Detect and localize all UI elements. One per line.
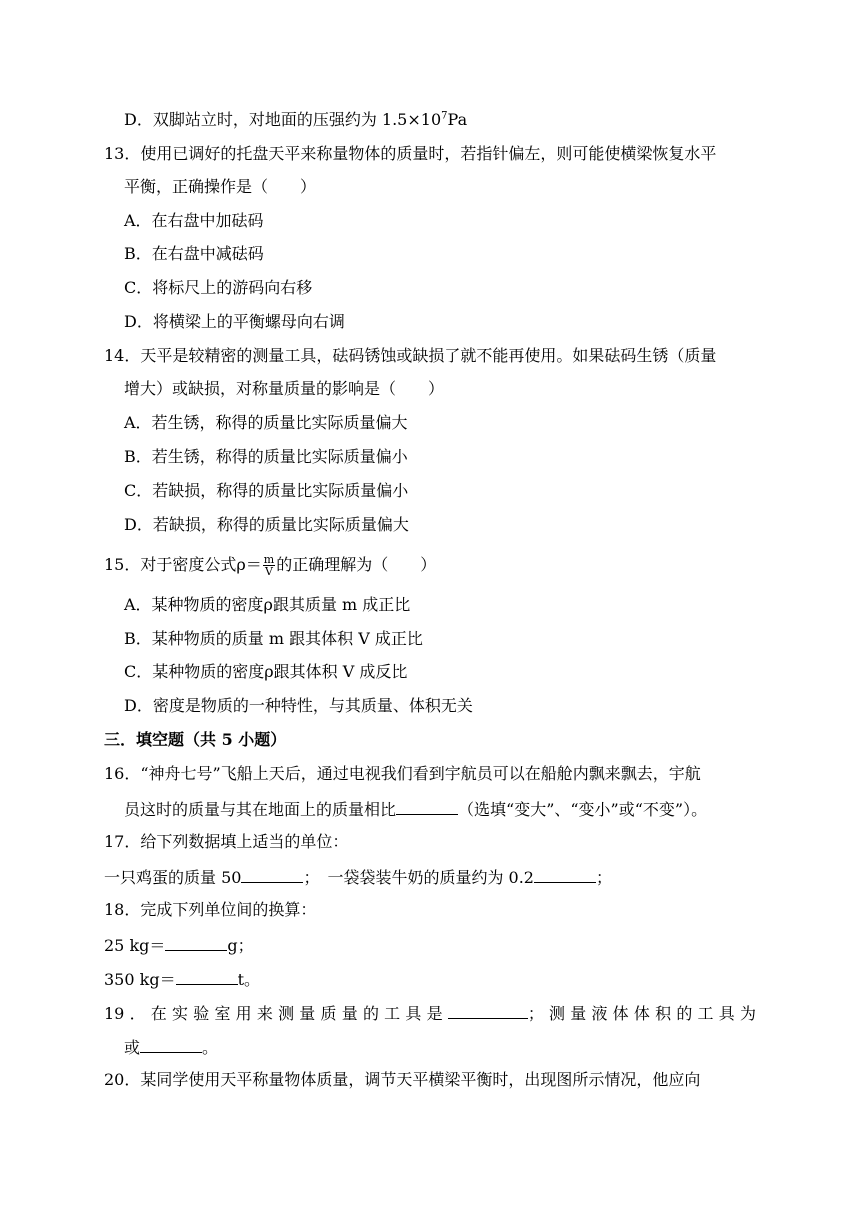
q20-stem-line1: 20．某同学使用天平称量物体质量，调节天平横梁平衡时，出现图所示情况，他应向 — [104, 1070, 701, 1089]
q19-stem-line1: 19．在实验室用来测量质量的工具是 ；测量液体体积的工具为 — [104, 1004, 756, 1023]
q19-stem-line2: 或 。 — [124, 1038, 219, 1057]
q16-answer-blank[interactable] — [396, 798, 458, 815]
q14-option-c: C．若缺损，称得的质量比实际质量偏小 — [124, 481, 409, 500]
q18-item-b: 350 kg＝ t。 — [104, 970, 261, 989]
q14-stem-line2: 增大）或缺损，对称量质量的影响是（ ） — [124, 379, 445, 398]
q17-answer-blank-1[interactable] — [241, 866, 303, 883]
q14-stem-line1: 14．天平是较精密的测量工具，砝码锈蚀或缺损了就不能再使用。如果砝码生锈（质量 — [104, 346, 717, 365]
q19-answer-blank-2[interactable] — [140, 1036, 202, 1053]
q18-stem: 18．完成下列单位间的换算： — [104, 900, 317, 919]
q16-stem-line1: 16．“神舟七号”飞船上天后，通过电视我们看到宇航员可以在船舱内飘来飘去，宇航 — [104, 764, 701, 783]
q15-stem: 15．对于密度公式ρ＝ $\frac{m}{V}$ 的正确理解为（ ） — [104, 553, 437, 578]
q17-stem: 17．给下列数据填上适当的单位： — [104, 832, 349, 851]
density-fraction: $\frac{m}{V}$ — [263, 553, 275, 578]
q14-option-d: D．若缺损，称得的质量比实际质量偏大 — [124, 515, 409, 534]
q13-stem-line2: 平衡，正确操作是（ ） — [124, 177, 317, 196]
q13-option-a: A．在右盘中加砝码 — [124, 211, 264, 230]
section-title-fill-in: 三．填空题（共 5 小题） — [104, 730, 287, 749]
q19-answer-blank-1[interactable] — [448, 1002, 528, 1019]
q15-option-a: A．某种物质的密度ρ跟其质量 m 成正比 — [124, 595, 411, 614]
q18-answer-blank-2[interactable] — [176, 968, 238, 985]
q18-answer-blank-1[interactable] — [165, 934, 227, 951]
q15-option-d: D．密度是物质的一种特性，与其质量、体积无关 — [124, 696, 473, 715]
q17-answer-blank-2[interactable] — [534, 866, 596, 883]
q14-option-a: A．若生锈，称得的质量比实际质量偏大 — [124, 413, 408, 432]
q17-items: 一只鸡蛋的质量 50 ； 一袋袋装牛奶的质量约为 0.2 ； — [104, 868, 613, 887]
q13-option-c: C．将标尺上的游码向右移 — [124, 278, 313, 297]
q13-stem-line1: 13．使用已调好的托盘天平来称量物体的质量时，若指针偏左，则可能使横梁恢复水平 — [104, 144, 717, 163]
q15-option-b: B．某种物质的质量 m 跟其体积 V 成正比 — [124, 629, 423, 648]
q13-option-d: D．将横梁上的平衡螺母向右调 — [124, 312, 345, 331]
q13-option-b: B．在右盘中减砝码 — [124, 244, 264, 263]
q12-option-d: D．双脚站立时，对地面的压强约为 $1.5\times 10^7Pa$ — [124, 110, 468, 129]
q15-option-c: C．某种物质的密度ρ跟其体积 V 成反比 — [124, 662, 408, 681]
q14-option-b: B．若生锈，称得的质量比实际质量偏小 — [124, 447, 408, 466]
q16-stem-line2: 员这时的质量与其在地面上的质量相比 （选填“变大”、“变小”或“不变”）。 — [124, 800, 708, 819]
q18-item-a: 25 kg＝ g； — [104, 936, 254, 955]
